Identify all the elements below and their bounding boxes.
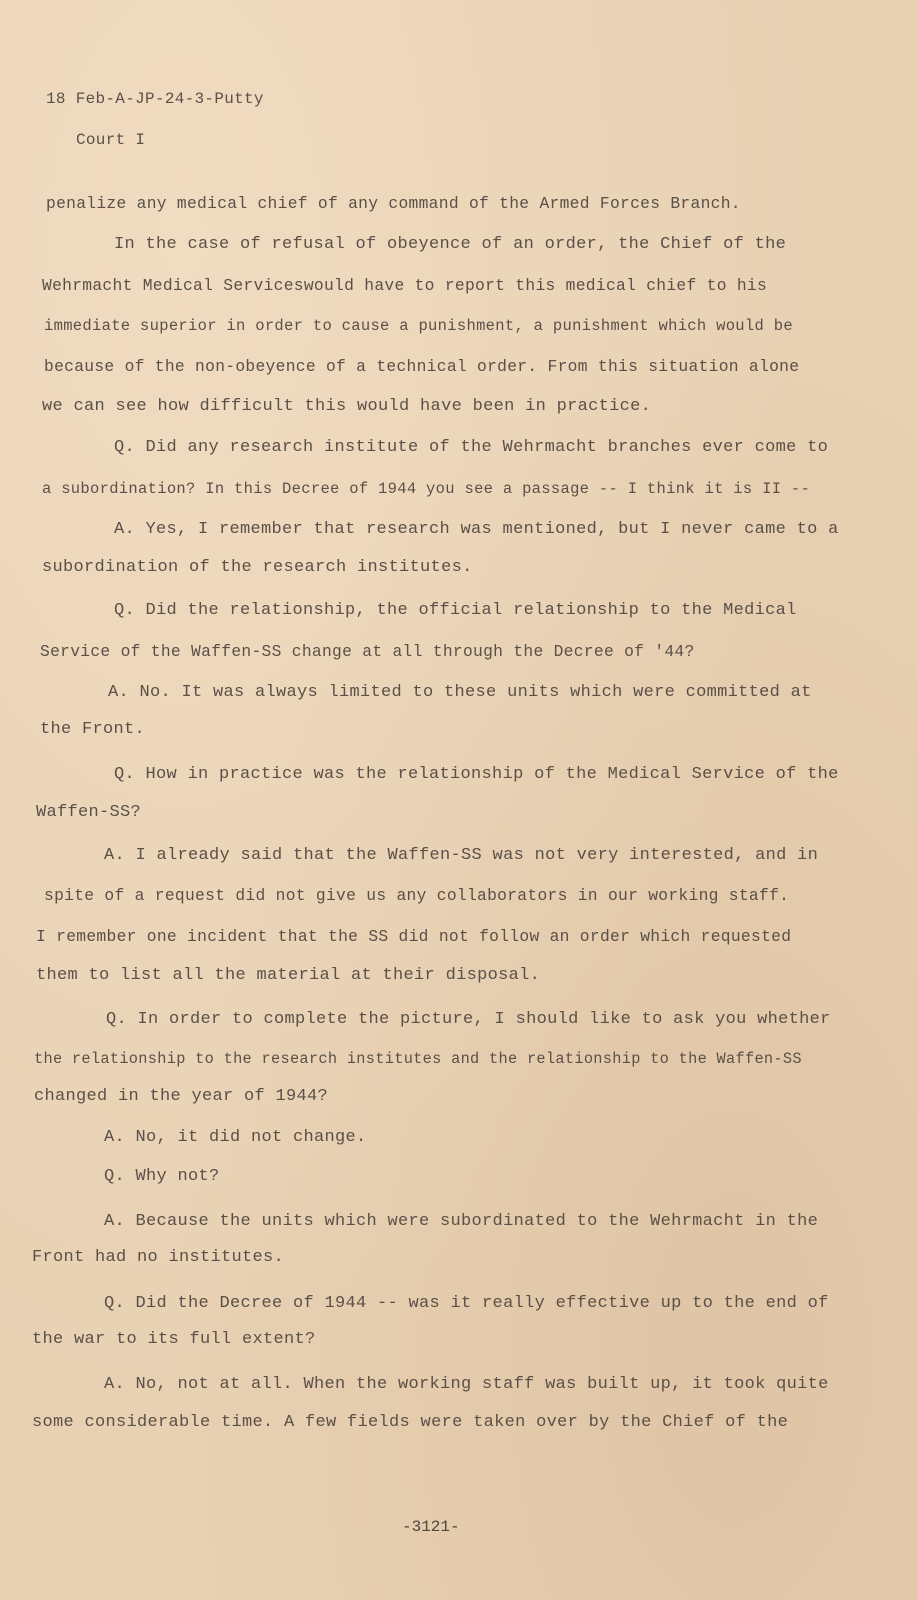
body-line: Q. In order to complete the picture, I should like to ask you whether [106,1010,831,1029]
body-line: subordination of the research institutes. [42,558,473,577]
body-line: we can see how difficult this would have been in practice. [42,397,652,416]
body-line: Waffen-SS? [36,803,142,822]
body-line: I remember one incident that the SS did not follow an order which requested [36,927,792,946]
body-line: the relationship to the research institutes and the relationship to the Waffen-SS [34,1050,802,1068]
body-line: Q. Did the relationship, the official relationship to the Medical [114,601,797,620]
header-reference: 18 Feb-A-JP-24-3-Putty [46,90,264,108]
body-line: a subordination? In this Decree of 1944 you see a passage -- I think it is II -- [42,480,811,498]
body-line: A. No, it did not change. [104,1128,367,1147]
body-line: some considerable time. A few fields were taken over by the Chief of the [32,1413,789,1432]
body-line: Q. Did any research institute of the Wehrmacht branches ever come to [114,438,829,457]
body-line: A. Because the units which were subordinated to the Wehrmacht in the [104,1212,819,1231]
body-line: Q. Did the Decree of 1944 -- was it really effective up to the end of [104,1294,829,1313]
body-line: In the case of refusal of obeyence of an order, the Chief of the [114,235,787,254]
body-line: the Front. [40,720,146,739]
body-line: spite of a request did not give us any collaborators in our working staff. [44,886,790,905]
body-line: Q. Why not? [104,1167,220,1186]
body-line: A. No, not at all. When the working staff was built up, it took quite [104,1375,829,1394]
body-line: them to list all the material at their disposal. [36,966,541,985]
body-line: Wehrmacht Medical Serviceswould have to report this medical chief to his [42,276,768,295]
body-line: penalize any medical chief of any command of the Armed Forces Branch. [46,194,741,213]
body-line: A. I already said that the Waffen-SS was not very interested, and in [104,846,819,865]
body-line: the war to its full extent? [32,1330,316,1349]
body-line: Q. How in practice was the relationship of the Medical Service of the [114,765,839,784]
body-line: because of the non-obeyence of a technical order. From this situation alone [44,357,800,376]
body-line: changed in the year of 1944? [34,1087,329,1106]
body-line: immediate superior in order to cause a punishment, a punishment which would be [44,317,793,335]
page-number: -3121- [402,1518,460,1536]
header-court: Court I [76,131,146,149]
body-line: A. Yes, I remember that research was mentioned, but I never came to a [114,520,839,539]
body-line: Service of the Waffen-SS change at all through the Decree of '44? [40,642,695,661]
body-line: A. No. It was always limited to these units which were committed at [108,683,812,702]
body-line: Front had no institutes. [32,1248,285,1267]
